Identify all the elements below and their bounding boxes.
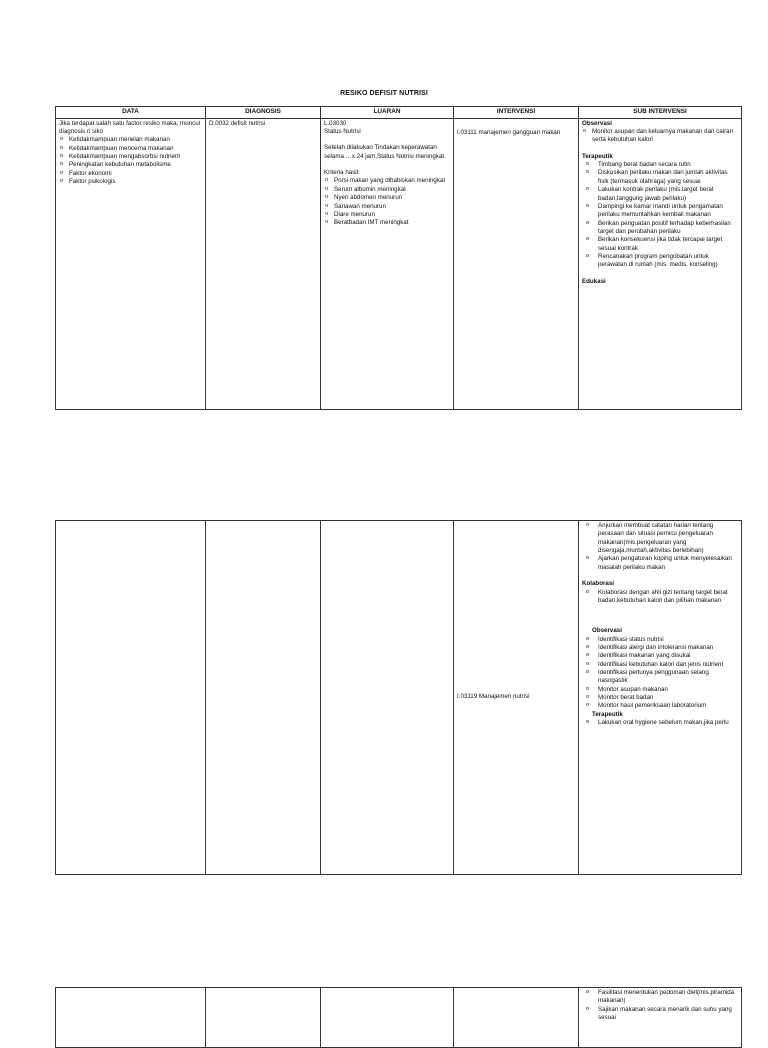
list-item: o Timbang berat badan secara rutin <box>582 161 738 169</box>
header-diagnosis: DIAGNOSIS <box>206 107 321 119</box>
table-row <box>56 521 742 875</box>
terapeutik-heading: Terapeutik <box>582 152 613 160</box>
observasi-heading: Observasi <box>592 627 622 635</box>
list-item: o Ajarkan pengaturan koping untuk menyelesaikan masalah perilaku makan <box>582 555 738 572</box>
list-item: o Anjurkan membuat catatan harian tentang perasaan dan situasi pemicu pengeluaran makanan(mis.pengeluaran yang disengaja,muntah,aktivitas berlebihan) <box>582 522 738 555</box>
intervensi-cell <box>454 521 579 875</box>
luaran-cell <box>321 521 454 875</box>
sub-intervensi-cell <box>579 521 742 875</box>
nursing-plan-table-1 <box>55 106 742 410</box>
list-item: o Monitor berat badan <box>582 694 738 702</box>
sub-intervensi-cell <box>579 118 742 409</box>
intervensi-cell <box>454 988 579 1048</box>
sub-intervensi-cell <box>579 988 742 1048</box>
list-item: o Ketidakmampuan mengabsorbsi nutrient <box>59 153 202 161</box>
list-item: o Diskusikan perilaku makan dan jumlah aktivitas fisik (termasuk olahraga) yang sesuai <box>582 169 738 186</box>
header-sub-intervensi: SUB INTERVENSI <box>579 107 742 119</box>
luaran-code: L.03030 <box>324 119 347 127</box>
observasi-heading: Observasi <box>582 119 612 127</box>
list-item: o Faktor ekonomi <box>59 170 202 178</box>
luaran-cell <box>321 988 454 1048</box>
list-item: o Identifikasi kebutuhan kalori dan jenis nutrient <box>582 661 738 669</box>
table-row <box>56 988 742 1048</box>
list-item: o Lakukan oral hygiene sebelum makan,jika perlu <box>582 719 738 727</box>
kolaborasi-heading: Kolaborasi <box>582 580 614 588</box>
list-item: o Fasilitasi menentukan pedoman diet(mis.piramida makanan) <box>582 989 738 1006</box>
nursing-plan-table-3 <box>55 987 742 1048</box>
diagnosis-cell <box>206 118 321 409</box>
list-item: o Berikan penguatan positif terhadap keberhasilan target dan perubahan perilaku <box>582 220 738 237</box>
list-item: o Monitor asupan makanan <box>582 686 738 694</box>
list-item: o Diare menurun <box>324 211 450 219</box>
list-item: o Rencanakan program pengobatan untuk perawatan di rumah (mis. medis, konseling) <box>582 253 738 270</box>
kriteria-label: Kriteria hasil: <box>324 169 360 177</box>
header-intervensi: INTERVENSI <box>454 107 579 119</box>
list-item: o Faktor psikologis <box>59 178 202 186</box>
observasi-list <box>582 128 738 145</box>
list-item: o Identifikasi alergi dan intoleransi makanan <box>582 644 738 652</box>
header-luaran: LUARAN <box>321 107 454 119</box>
diagnosis-text: D.0032 defisit nutrisi <box>209 119 266 127</box>
list-item: o Ketidakmampuan mencerna makanan <box>59 145 202 153</box>
list-item: o Kolaborasi dengan ahli gizi tentang target berat badan,kebutuhan kalori dan pilihan makanan <box>582 589 738 606</box>
list-item: o Beratbadan IMT meningkat <box>324 219 450 227</box>
list-item: o Nyeri abdomen menurun <box>324 194 450 202</box>
intervensi-text: I.03111 manajemen gangguan makan <box>457 128 561 136</box>
list-item: o Monitor asupan dan keluarnya makanan dan cairan serta kebutuhan kalori <box>582 128 738 145</box>
intervensi-text: I.03119 Manajemen nutrisi <box>457 693 530 701</box>
risk-factor-list <box>59 136 202 186</box>
data-cell <box>56 118 206 409</box>
table-row <box>56 118 742 409</box>
table-header-row <box>56 107 742 119</box>
diagnosis-cell <box>206 521 321 875</box>
kolaborasi-list <box>582 589 738 606</box>
list-item: o Identifikasi status nutrisi <box>582 636 738 644</box>
kriteria-list <box>324 177 450 227</box>
list-item: o Peningkatan kebutuhan metabolisme <box>59 161 202 169</box>
intervensi-cell <box>454 118 579 409</box>
list-item: o Serum albumin meningkat <box>324 186 450 194</box>
header-data: DATA <box>56 107 206 119</box>
diagnosis-cell <box>206 988 321 1048</box>
terapeutik-list <box>582 989 738 1022</box>
luaran-name: Status Nutrisi <box>324 128 361 135</box>
luaran-description: Setelah dilakukan Tindakan keperawatan selama …x 24 jam,Status Nutrisi meningkat. <box>324 144 446 160</box>
edukasi-heading: Edukasi <box>582 277 606 285</box>
terapeutik-list <box>582 719 738 727</box>
data-cell <box>56 988 206 1048</box>
data-intro: Jika terdapat salah satu factor resiko maka, muncul diagnosis ri siko <box>59 119 201 135</box>
terapeutik-list <box>582 161 738 270</box>
page-title: RESIKO DEFISIT NUTRISI <box>340 90 428 97</box>
edukasi-list <box>582 522 738 572</box>
list-item: o Identifikasi perlunya penggunaan selang nasogastik <box>582 669 738 686</box>
list-item: o Monitor hasil pemeriksaan laboratorium <box>582 702 738 710</box>
luaran-cell <box>321 118 454 409</box>
list-item: o Porsi makan yang dihabiskan meningkat <box>324 177 450 185</box>
data-cell <box>56 521 206 875</box>
list-item: o Sajikan makanan secara menarik dan suhu yang sesuai <box>582 1006 738 1023</box>
list-item: o Sariawan menurun <box>324 203 450 211</box>
list-item: o Identifikasi makanan yang disukai <box>582 652 738 660</box>
list-item: o Berikan konsekuensi jika tidak tercapai target sesuai kontrak <box>582 236 738 253</box>
terapeutik-heading: Terapeutik <box>592 710 623 718</box>
nursing-plan-table-2 <box>55 520 742 875</box>
list-item: o Dampingi ke kamar mandi untuk pengamatan perilaku memuntahkan kembali makanan <box>582 203 738 220</box>
list-item: o Lakukan kontrak perilaku (mis.target berat badan,tanggung jawab perilaku) <box>582 186 738 203</box>
list-item: o Ketidakmampuan menelan makanan <box>59 136 202 144</box>
observasi-list <box>582 636 738 711</box>
